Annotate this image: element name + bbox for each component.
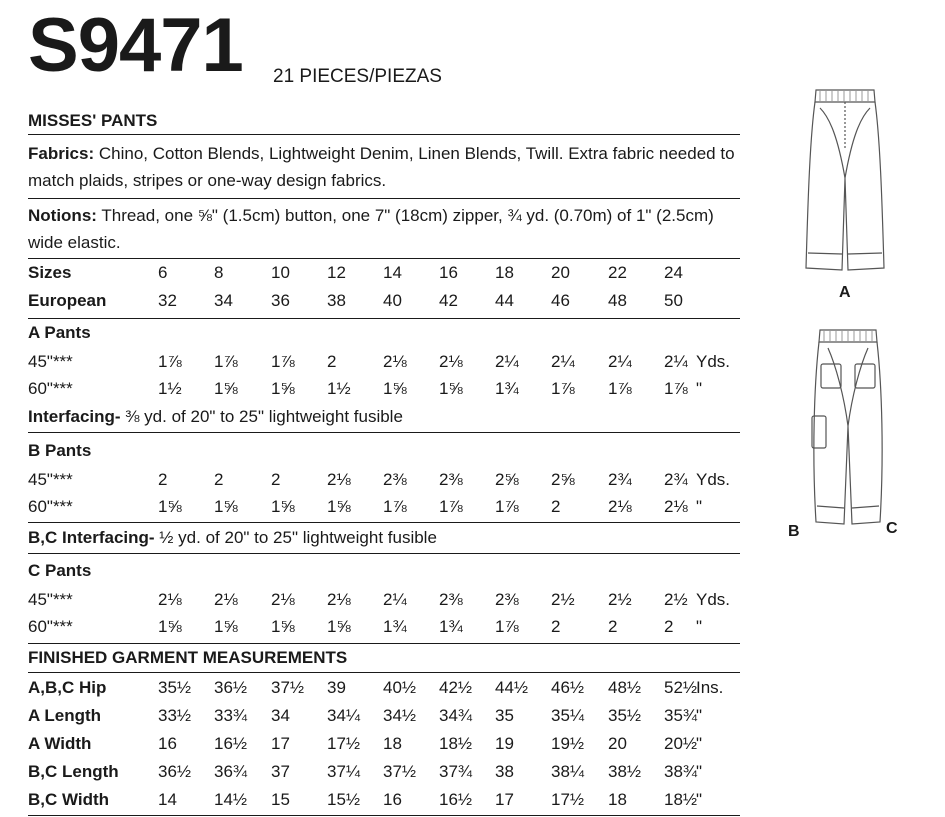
a-interfacing-text: ⅜ yd. of 20" to 25" lightweight fusible bbox=[120, 407, 403, 426]
table-cell: 1½ bbox=[158, 379, 182, 398]
divider bbox=[28, 815, 740, 816]
fabrics-paragraph bbox=[28, 140, 740, 194]
divider bbox=[28, 198, 740, 199]
table-cell: 1⅞ bbox=[158, 352, 182, 371]
table-cell: 40 bbox=[383, 291, 402, 310]
table-cell: 1½ bbox=[327, 379, 351, 398]
table-cell: 17½ bbox=[327, 734, 361, 753]
table-cell: 19 bbox=[495, 734, 514, 753]
table-cell: 44 bbox=[495, 291, 514, 310]
table-cell: 1⅝ bbox=[271, 379, 295, 398]
divider bbox=[28, 672, 740, 673]
a-interfacing-row bbox=[28, 404, 740, 430]
measurement-row-bc-length bbox=[28, 759, 740, 785]
pattern-number: S9471 bbox=[28, 3, 243, 88]
table-cell: 46½ bbox=[551, 678, 585, 697]
bc-interfacing-row bbox=[28, 525, 740, 551]
divider bbox=[28, 318, 740, 319]
table-cell: 32 bbox=[158, 291, 177, 310]
european-label: European bbox=[28, 291, 107, 310]
pieces-count: 21 PIECES/PIEZAS bbox=[273, 66, 442, 87]
unit-label: " bbox=[696, 706, 703, 725]
table-cell: 1⅞ bbox=[383, 497, 407, 516]
table-cell: 2 bbox=[664, 617, 674, 636]
table-cell: 52½ bbox=[664, 678, 698, 697]
row-label: B,C Width bbox=[28, 790, 110, 809]
table-cell: 36½ bbox=[158, 762, 192, 781]
table-cell: 17½ bbox=[551, 790, 585, 809]
table-cell: 2⅛ bbox=[327, 590, 351, 609]
a-interfacing-label: Interfacing- bbox=[28, 407, 121, 426]
table-cell: 38 bbox=[495, 762, 514, 781]
divider bbox=[28, 522, 740, 523]
table-cell: 33½ bbox=[158, 706, 192, 725]
table-cell: 1¾ bbox=[495, 379, 519, 398]
table-cell: 1⅝ bbox=[214, 617, 238, 636]
table-cell: 14 bbox=[158, 790, 177, 809]
table-cell: 37½ bbox=[271, 678, 305, 697]
sizes-label: Sizes bbox=[28, 263, 72, 282]
table-cell: 1⅝ bbox=[158, 617, 182, 636]
table-cell: 2⅛ bbox=[271, 590, 295, 609]
table-cell: 1¾ bbox=[383, 617, 407, 636]
table-cell: 38½ bbox=[608, 762, 642, 781]
table-cell: 37¼ bbox=[327, 762, 361, 781]
table-cell: 18½ bbox=[664, 790, 698, 809]
unit-label: " bbox=[696, 497, 703, 516]
b-pants-row-60 bbox=[28, 494, 740, 520]
table-cell: 40½ bbox=[383, 678, 417, 697]
divider bbox=[28, 258, 740, 259]
table-cell: 1⅞ bbox=[664, 379, 688, 398]
table-cell: 18 bbox=[495, 263, 514, 282]
table-cell: 48½ bbox=[608, 678, 642, 697]
measurement-row-a-length bbox=[28, 703, 740, 729]
table-cell: 34 bbox=[271, 706, 290, 725]
bc-interfacing-label: B,C Interfacing- bbox=[28, 528, 155, 547]
table-cell: 2 bbox=[271, 470, 281, 489]
table-cell: 24 bbox=[664, 263, 683, 282]
unit-label: Yds. bbox=[696, 590, 731, 609]
table-cell: 2⅛ bbox=[664, 497, 688, 516]
table-cell: 2 bbox=[214, 470, 224, 489]
row-label: 45"*** bbox=[28, 470, 73, 489]
table-cell: 2¾ bbox=[664, 470, 688, 489]
table-cell: 2⅛ bbox=[214, 590, 238, 609]
c-pants-row-45 bbox=[28, 587, 740, 613]
row-label: 45"*** bbox=[28, 352, 73, 371]
table-cell: 1⅞ bbox=[214, 352, 238, 371]
table-cell: 8 bbox=[214, 263, 224, 282]
table-cell: 39 bbox=[327, 678, 346, 697]
table-cell: 2⅝ bbox=[495, 470, 519, 489]
table-cell: 1⅝ bbox=[271, 497, 295, 516]
row-label: 45"*** bbox=[28, 590, 73, 609]
unit-label: " bbox=[696, 790, 703, 809]
unit-label: Yds. bbox=[696, 352, 731, 371]
table-cell: 1⅞ bbox=[495, 617, 519, 636]
table-cell: 2 bbox=[551, 497, 561, 516]
table-cell: 1⅝ bbox=[327, 497, 351, 516]
measurement-row-bc-width bbox=[28, 787, 740, 813]
table-cell: 35½ bbox=[158, 678, 192, 697]
table-cell: 2 bbox=[608, 617, 618, 636]
table-cell: 1⅝ bbox=[214, 497, 238, 516]
a-pants-row-45 bbox=[28, 349, 740, 375]
notions-label: Notions: bbox=[28, 206, 97, 225]
table-cell: 2⅛ bbox=[327, 470, 351, 489]
table-cell: 2⅝ bbox=[551, 470, 575, 489]
european-sizes-row bbox=[28, 288, 740, 314]
table-cell: 2½ bbox=[664, 590, 688, 609]
pants-bc-back-illustration bbox=[808, 326, 888, 526]
table-cell: 17 bbox=[271, 734, 290, 753]
table-cell: 15 bbox=[271, 790, 290, 809]
table-cell: 1⅞ bbox=[551, 379, 575, 398]
row-label: B,C Length bbox=[28, 762, 119, 781]
table-cell: 6 bbox=[158, 263, 168, 282]
row-label: 60"*** bbox=[28, 617, 73, 636]
figure-label-c: C bbox=[886, 520, 898, 537]
table-cell: 10 bbox=[271, 263, 290, 282]
table-cell: 2⅛ bbox=[439, 352, 463, 371]
c-pants-row-60 bbox=[28, 614, 740, 640]
table-cell: 2 bbox=[158, 470, 168, 489]
table-cell: 36½ bbox=[214, 678, 248, 697]
table-cell: 2 bbox=[327, 352, 337, 371]
table-cell: 38¼ bbox=[551, 762, 585, 781]
row-label: A Length bbox=[28, 706, 102, 725]
table-cell: 35½ bbox=[608, 706, 642, 725]
table-cell: 2¼ bbox=[383, 590, 407, 609]
table-cell: 46 bbox=[551, 291, 570, 310]
table-cell: 16½ bbox=[214, 734, 248, 753]
a-pants-row-60 bbox=[28, 376, 740, 402]
table-cell: 36 bbox=[271, 291, 290, 310]
bc-interfacing-text: ½ yd. of 20" to 25" lightweight fusible bbox=[154, 528, 437, 547]
table-cell: 37 bbox=[271, 762, 290, 781]
unit-label: " bbox=[696, 734, 703, 753]
divider bbox=[28, 643, 740, 644]
table-cell: 36¾ bbox=[214, 762, 248, 781]
divider bbox=[28, 432, 740, 433]
table-cell: 2¼ bbox=[551, 352, 575, 371]
unit-label: " bbox=[696, 762, 703, 781]
table-cell: 2½ bbox=[608, 590, 632, 609]
unit-label: " bbox=[696, 379, 703, 398]
table-cell: 1⅝ bbox=[439, 379, 463, 398]
table-cell: 34¼ bbox=[327, 706, 361, 725]
table-cell: 2⅛ bbox=[158, 590, 182, 609]
table-cell: 2¼ bbox=[608, 352, 632, 371]
a-pants-title: A Pants bbox=[28, 323, 91, 342]
table-cell: 2¾ bbox=[608, 470, 632, 489]
table-cell: 33¾ bbox=[214, 706, 248, 725]
table-cell: 1¾ bbox=[439, 617, 463, 636]
table-cell: 37½ bbox=[383, 762, 417, 781]
table-cell: 2⅛ bbox=[608, 497, 632, 516]
table-cell: 18½ bbox=[439, 734, 473, 753]
table-cell: 16 bbox=[439, 263, 458, 282]
table-cell: 14 bbox=[383, 263, 402, 282]
figure-label-b: B bbox=[788, 523, 800, 540]
table-cell: 12 bbox=[327, 263, 346, 282]
table-cell: 50 bbox=[664, 291, 683, 310]
table-cell: 2⅜ bbox=[439, 590, 463, 609]
figure-label-a: A bbox=[839, 284, 851, 301]
section-title: MISSES' PANTS bbox=[28, 111, 158, 130]
table-cell: 22 bbox=[608, 263, 627, 282]
table-cell: 2⅜ bbox=[439, 470, 463, 489]
table-cell: 35¼ bbox=[551, 706, 585, 725]
table-cell: 1⅝ bbox=[327, 617, 351, 636]
table-cell: 2¼ bbox=[495, 352, 519, 371]
table-cell: 18 bbox=[608, 790, 627, 809]
table-cell: 44½ bbox=[495, 678, 529, 697]
table-cell: 20½ bbox=[664, 734, 698, 753]
table-cell: 1⅝ bbox=[214, 379, 238, 398]
table-cell: 35¾ bbox=[664, 706, 698, 725]
table-cell: 14½ bbox=[214, 790, 248, 809]
row-label: A Width bbox=[28, 734, 92, 753]
table-cell: 38 bbox=[327, 291, 346, 310]
table-cell: 1⅞ bbox=[495, 497, 519, 516]
divider bbox=[28, 134, 740, 135]
fabrics-text: Chino, Cotton Blends, Lightweight Denim, Linen Blends, Twill. Extra fabric needed to match plaids, stripes or one-way design fabrics. bbox=[28, 144, 735, 190]
table-cell: 19½ bbox=[551, 734, 585, 753]
table-cell: 2 bbox=[551, 617, 561, 636]
table-cell: 35 bbox=[495, 706, 514, 725]
sizes-row bbox=[28, 260, 740, 286]
table-cell: 34 bbox=[214, 291, 233, 310]
table-cell: 1⅝ bbox=[383, 379, 407, 398]
b-pants-title: B Pants bbox=[28, 441, 92, 460]
table-cell: 20 bbox=[551, 263, 570, 282]
table-cell: 20 bbox=[608, 734, 627, 753]
table-cell: 2⅜ bbox=[383, 470, 407, 489]
row-label: 60"*** bbox=[28, 379, 73, 398]
measurement-row-a-width bbox=[28, 731, 740, 757]
row-label: 60"*** bbox=[28, 497, 73, 516]
table-cell: 42 bbox=[439, 291, 458, 310]
table-cell: 34½ bbox=[383, 706, 417, 725]
table-cell: 2¼ bbox=[664, 352, 688, 371]
table-cell: 16 bbox=[383, 790, 402, 809]
pants-a-front-illustration bbox=[800, 88, 892, 276]
row-label: A,B,C Hip bbox=[28, 678, 107, 697]
unit-label: " bbox=[696, 617, 703, 636]
measurements-title: FINISHED GARMENT MEASUREMENTS bbox=[28, 648, 348, 667]
table-cell: 18 bbox=[383, 734, 402, 753]
table-cell: 16½ bbox=[439, 790, 473, 809]
table-cell: 48 bbox=[608, 291, 627, 310]
table-cell: 1⅞ bbox=[608, 379, 632, 398]
table-cell: 1⅞ bbox=[439, 497, 463, 516]
table-cell: 16 bbox=[158, 734, 177, 753]
table-cell: 2⅜ bbox=[495, 590, 519, 609]
c-pants-title: C Pants bbox=[28, 561, 92, 580]
measurement-row-hip bbox=[28, 675, 740, 701]
table-cell: 2⅛ bbox=[383, 352, 407, 371]
fabrics-label: Fabrics: bbox=[28, 144, 95, 163]
table-cell: 1⅝ bbox=[158, 497, 182, 516]
table-cell: 37¾ bbox=[439, 762, 473, 781]
table-cell: 34¾ bbox=[439, 706, 473, 725]
b-pants-row-45 bbox=[28, 467, 740, 493]
divider bbox=[28, 553, 740, 554]
table-cell: 1⅞ bbox=[271, 352, 295, 371]
table-cell: 42½ bbox=[439, 678, 473, 697]
table-cell: 2½ bbox=[551, 590, 575, 609]
table-cell: 38¾ bbox=[664, 762, 698, 781]
table-cell: 15½ bbox=[327, 790, 361, 809]
table-cell: 17 bbox=[495, 790, 514, 809]
unit-label: Yds. bbox=[696, 470, 731, 489]
notions-text: Thread, one ⅝" (1.5cm) button, one 7" (18cm) zipper, ¾ yd. (0.70m) of 1" (2.5cm) wide elastic. bbox=[28, 206, 714, 252]
notions-paragraph bbox=[28, 202, 740, 256]
table-cell: 1⅝ bbox=[271, 617, 295, 636]
unit-label: Ins. bbox=[696, 678, 724, 697]
